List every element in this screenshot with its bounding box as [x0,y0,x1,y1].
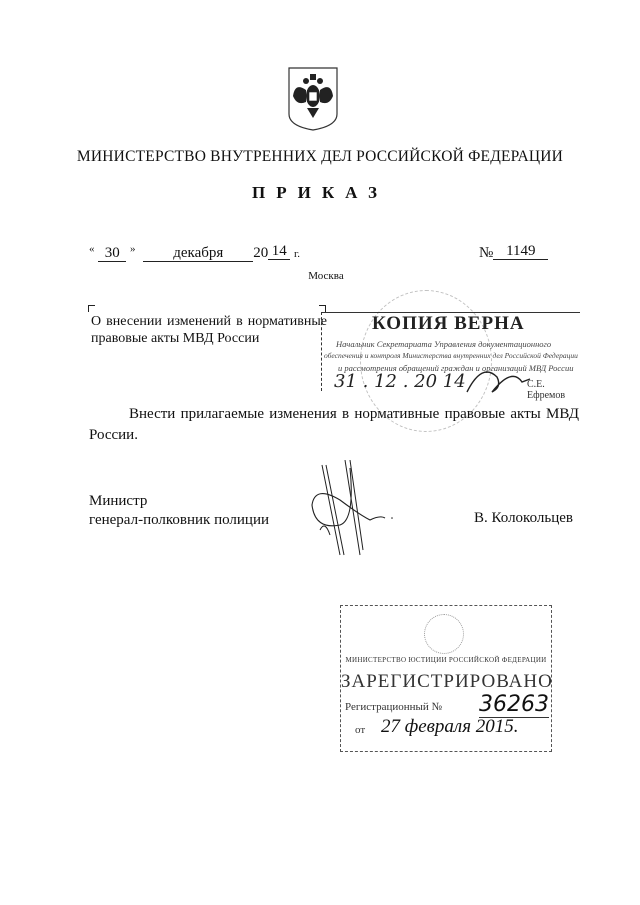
handwritten-signature-icon [300,460,400,560]
signer-position [89,492,269,530]
registration-number-label: Регистрационный № [345,701,443,713]
copy-stamp-line: Начальник Секретариата Управления документационного [336,339,552,349]
coat-of-arms-icon [287,66,339,132]
number-label: № [479,245,494,261]
order-body-text: Внести прилагаемые изменения в нормативные правовые акты МВД России. [89,406,579,443]
copy-stamp-title: КОПИЯ ВЕРНА [372,313,525,334]
order-date [89,243,300,262]
close-quote: » [130,243,136,255]
registration-ministry: МИНИСТЕРСТВО ЮСТИЦИИ РОССИЙСКОЙ ФЕДЕРАЦИИ [345,656,547,664]
registration-title: ЗАРЕГИСТРИРОВАНО [341,671,553,692]
copy-stamp-date: 31 . 12 . 20 14 [334,371,466,392]
signer-name: В. Колокольцев [474,510,573,526]
signer-title: Министр [89,493,148,509]
subject-bracket-right [319,305,326,312]
signer-rank: генерал-полковник полиции [89,512,270,528]
order-day: 30 [98,245,126,262]
copy-certified-stamp [321,312,580,401]
ministry-header: МИНИСТЕРСТВО ВНУТРЕННИХ ДЕЛ РОССИЙСКОЙ ФЕДЕРАЦИИ [76,148,564,165]
copy-signature-icon [462,357,532,397]
order-year: 14 [268,243,290,260]
registration-emblem-icon [424,614,464,654]
order-subject: О внесении изменений в нормативные правовые акты МВД России [91,314,327,346]
open-quote: « [89,243,95,255]
order-number-value: 1149 [493,243,548,260]
registration-date: 27 февраля 2015. [381,716,519,737]
copy-stamp-signer: С.Е. Ефремов [527,379,566,401]
registration-number: 36263 [479,692,549,717]
subject-bracket-left [88,305,95,312]
copy-stamp-line: обеспечения и контроля Министерства внутренних дел Российской Федерации [324,351,578,360]
registration-stamp [340,605,552,752]
registration-date-label: от [355,724,366,736]
document-type-title: ПРИКАЗ [252,183,388,202]
year-suffix: г. [294,248,301,260]
order-century: 20 [253,245,269,261]
copy-stamp-line: и рассмотрения обращений граждан и организаций МВД России [338,363,574,373]
order-month: декабря [143,245,253,262]
order-city: Москва [308,270,344,282]
order-number [479,243,548,262]
